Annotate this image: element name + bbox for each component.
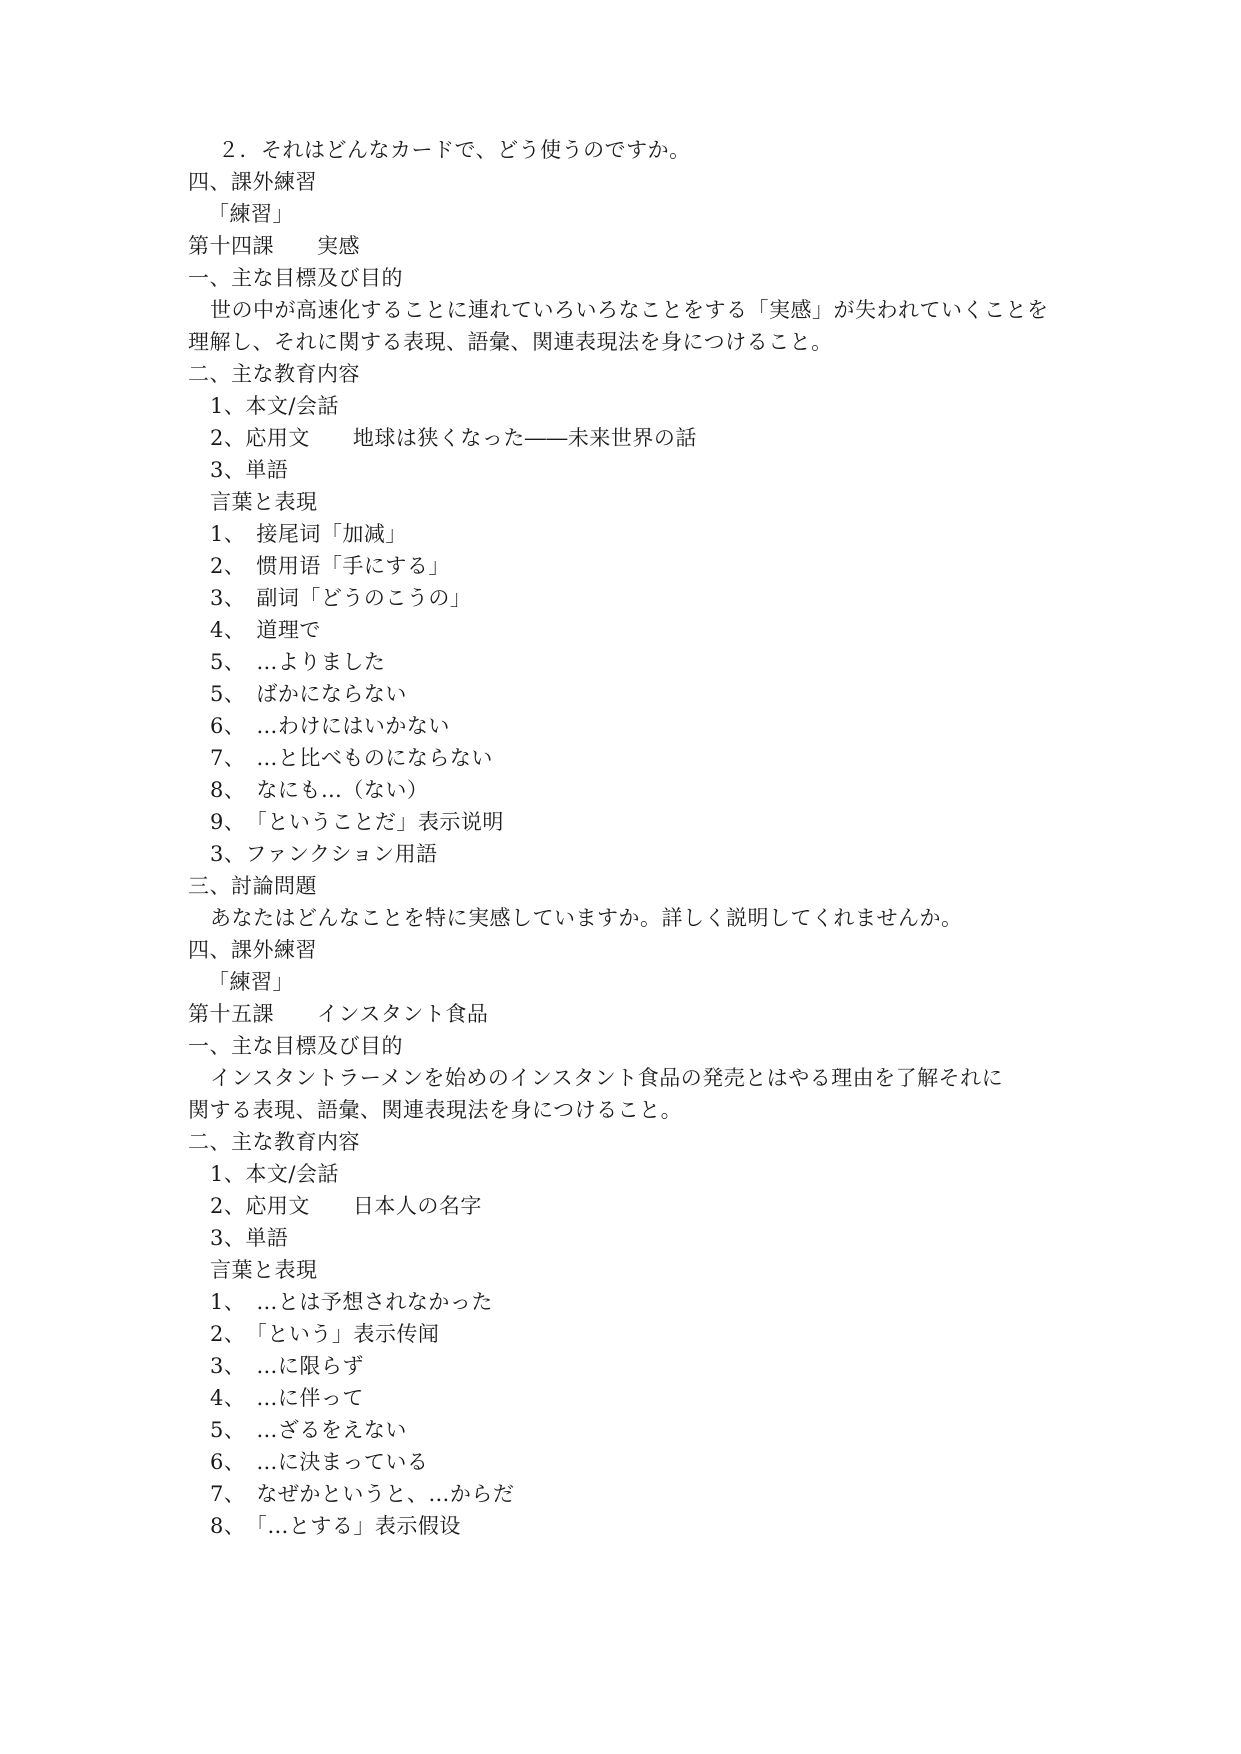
expression-item: 1、 接尾词「加减」 (210, 522, 407, 546)
expression-item: 3、 副词「どうのこうの」 (210, 586, 472, 610)
expression-item: 3、 …に限らず (210, 1354, 364, 1378)
expression-item: 6、 …に決まっている (210, 1450, 429, 1474)
objectives-paragraph-line-1: 世の中が高速化することに連れていろいろなことをする「実感」が失われていくことを (210, 298, 1049, 322)
practice-label: 「練習」 (208, 202, 294, 226)
expression-item: 7、 なぜかというと、…からだ (210, 1482, 515, 1506)
expression-item: 1、 …とは予想されなかった (210, 1290, 493, 1314)
discussion-question: あなたはどんなことを特に実感していますか。詳しく説明してくれませんか。 (210, 906, 963, 930)
section-heading-extracurricular: 四、課外練習 (188, 938, 317, 962)
expression-item: 6、 …わけにはいかない (210, 714, 450, 738)
practice-label: 「練習」 (208, 970, 294, 994)
lesson-14-title: 第十四課 実感 (188, 234, 360, 258)
expression-item: 7、 …と比べものにならない (210, 746, 493, 770)
content-item: 1、本文/会話 (210, 394, 339, 418)
expression-item: 4、 …に伴って (210, 1386, 364, 1410)
expression-item: 4、 道理で (210, 618, 321, 642)
lesson-15-title: 第十五課 インスタント食品 (188, 1002, 489, 1026)
expression-item: 9、 「ということだ」表示说明 (210, 810, 504, 834)
expression-item: 8、 「…とする」表示假设 (210, 1514, 461, 1538)
section-heading-objectives: 一、主な目標及び目的 (188, 1034, 403, 1058)
section-heading-content: 二、主な教育内容 (188, 362, 360, 386)
objectives-paragraph-line-1: インスタントラーメンを始めのインスタント食品の発売とはやる理由を了解それに (210, 1066, 1004, 1090)
expression-item: 5、 …ざるをえない (210, 1418, 407, 1442)
expression-item: 2、 惯用语「手にする」 (210, 554, 450, 578)
expression-item: 5、 …よりました (210, 650, 386, 674)
content-item: 2、応用文 日本人の名字 (210, 1194, 482, 1218)
expression-item: 5、 ばかにならない (210, 682, 407, 706)
objectives-paragraph-line-2: 関する表現、語彙、関連表現法を身につけること。 (188, 1098, 683, 1122)
section-heading-content: 二、主な教育内容 (188, 1130, 360, 1154)
content-item: 3、ファンクション用語 (210, 842, 438, 866)
content-item: 1、本文/会話 (210, 1162, 339, 1186)
section-heading-objectives: 一、主な目標及び目的 (188, 266, 403, 290)
content-item: 2、応用文 地球は狭くなった――未来世界の話 (210, 426, 697, 450)
expressions-heading: 言葉と表現 (210, 1258, 318, 1282)
expression-item: 2、 「という」表示传闻 (210, 1322, 440, 1346)
expression-item: 8、 なにも…（ない） (210, 778, 429, 802)
section-heading-extracurricular: 四、課外練習 (188, 170, 317, 194)
objectives-paragraph-line-2: 理解し、それに関する表現、語彙、関連表現法を身につけること。 (188, 330, 833, 354)
content-item: 3、単語 (210, 1226, 289, 1250)
section-heading-discussion: 三、討論問題 (188, 874, 317, 898)
question-2: ２．それはどんなカードで、どう使うのですか。 (218, 138, 691, 162)
content-item: 3、単語 (210, 458, 289, 482)
expressions-heading: 言葉と表現 (210, 490, 318, 514)
